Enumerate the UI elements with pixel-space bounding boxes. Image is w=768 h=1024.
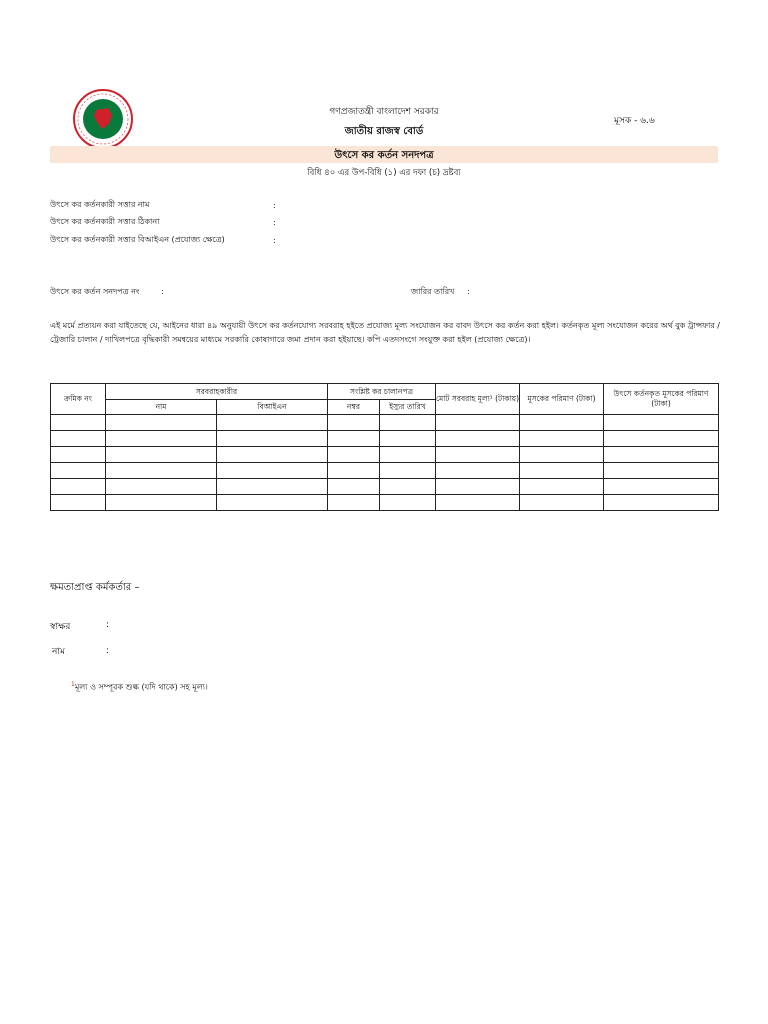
table-cell[interactable] (380, 479, 436, 495)
table-cell[interactable] (328, 415, 380, 431)
table-cell[interactable] (436, 463, 520, 479)
page-subtitle: বিধি ৪০ এর উপ-বিধি (১) এর দফা (চ) দ্রষ্টব্য (307, 168, 461, 178)
table-cell[interactable] (436, 415, 520, 431)
table-cell[interactable] (328, 479, 380, 495)
table-cell[interactable] (520, 447, 604, 463)
table-row (51, 447, 719, 463)
issue-date-colon: : (467, 287, 470, 296)
table-row (51, 495, 719, 511)
table-cell[interactable] (604, 447, 719, 463)
board-heading: জাতীয় রাজস্ব বোর্ড (344, 126, 424, 137)
entity-address-label: উৎসে কর কর্তনকারী সত্তার ঠিকানা (50, 217, 160, 226)
table-cell[interactable] (436, 431, 520, 447)
table-cell[interactable] (328, 463, 380, 479)
table-cell[interactable] (51, 415, 106, 431)
table-cell[interactable] (51, 495, 106, 511)
table-cell[interactable] (217, 415, 328, 431)
table-cell[interactable] (380, 447, 436, 463)
table-header-row (51, 384, 719, 400)
header-supplier-name: নাম (106, 400, 217, 415)
table-cell[interactable] (380, 495, 436, 511)
certificate-number-label: উৎসে কর কর্তন সনদপত্র নং (50, 287, 140, 296)
table-cell[interactable] (106, 447, 217, 463)
table-cell[interactable] (51, 479, 106, 495)
table-cell[interactable] (380, 431, 436, 447)
footnote (71, 681, 208, 695)
table-cell[interactable] (217, 447, 328, 463)
header-supplier: সরবরাহকারীর (106, 384, 328, 400)
table-cell[interactable] (51, 431, 106, 447)
table-cell[interactable] (520, 415, 604, 431)
table-cell[interactable] (604, 415, 719, 431)
table-cell[interactable] (520, 431, 604, 447)
table-cell[interactable] (436, 479, 520, 495)
header-supplier-bin: বিআইএন (217, 400, 328, 415)
footnote-text: মূল্য ও সম্পূরক শুল্ক (যদি থাকে) সহ মূল্য। (74, 682, 208, 692)
table-cell[interactable] (106, 415, 217, 431)
table-cell[interactable] (328, 447, 380, 463)
table-cell[interactable] (217, 479, 328, 495)
table-cell[interactable] (604, 495, 719, 511)
form-number: মূসক - ৬.৬ (614, 116, 655, 126)
entity-bin-colon: : (273, 236, 276, 245)
supply-table (50, 383, 719, 511)
header-serial: ক্রমিক নং (51, 384, 106, 415)
table-cell[interactable] (604, 431, 719, 447)
table-cell[interactable] (604, 479, 719, 495)
table-cell[interactable] (217, 495, 328, 511)
header-invoice-date: ইস্যুর তারিখ (380, 400, 436, 415)
table-cell[interactable] (106, 463, 217, 479)
signature-colon: : (106, 620, 110, 630)
table-cell[interactable] (328, 431, 380, 447)
table-cell[interactable] (520, 495, 604, 511)
issue-date-label: জারির তারিখ (411, 287, 455, 296)
entity-name-label: উৎসে কর কর্তনকারী সত্তার নাম (50, 200, 150, 209)
table-cell[interactable] (380, 415, 436, 431)
authorized-officer-heading: ক্ষমতাপ্রাপ্ত কর্মকর্তার – (50, 582, 140, 593)
page-title: উৎসে কর কর্তন সনদপত্র (334, 150, 434, 161)
table-row (51, 463, 719, 479)
name-label: নাম (52, 647, 65, 657)
table-cell[interactable] (436, 447, 520, 463)
government-heading: গণপ্রজাতন্ত্রী বাংলাদেশ সরকার (329, 107, 439, 117)
table-cell[interactable] (520, 463, 604, 479)
table-cell[interactable] (106, 495, 217, 511)
table-cell[interactable] (380, 463, 436, 479)
header-total-value: মোট সরবরাহ মূল্য¹ (টাকায়) (436, 384, 520, 415)
entity-bin-label: উৎসে কর কর্তনকারী সত্তার বিআইএন (প্রযোজ্য ক্ষেত্রে) (50, 235, 225, 244)
header-invoice: সংশ্লিষ্ট কর চালানপত্র (328, 384, 436, 400)
table-cell[interactable] (436, 495, 520, 511)
declaration-paragraph: এই মর্মে প্রত্যয়ন করা যাইতেছে যে, আইনের ধারা ৪৯ অনুযায়ী উৎসে কর কর্তনযোগ্য সরবরাহ হইতে প্রযোজ্য মূল্য সংযোজন কর বাবদ উৎসে কর কর্তন করা হইল। কর্তনকৃত মূল্য সংযোজন করের অর্থ বুক ট্রান্সফার / ট্রেজারি চালান / দাখিলপত্রে বৃদ্ধিকারী সমন্বয়ের মাধ্যমে সরকারি কোষাগারে জমা প্রদান করা হইয়াছে। কপি এতদসংগে সংযুক্ত করা হইল (প্রযোজ্য ক্ষেত্রে)। (50, 321, 720, 344)
table-cell[interactable] (106, 479, 217, 495)
certificate-number-colon: : (161, 287, 164, 296)
table-cell[interactable] (51, 447, 106, 463)
name-colon: : (106, 646, 110, 656)
entity-address-colon: : (273, 218, 276, 227)
table-cell[interactable] (520, 479, 604, 495)
table-cell[interactable] (604, 463, 719, 479)
header-deducted-vat: উৎসে কর্তনকৃত মূসকের পরিমাণ (টাকা) (604, 384, 719, 415)
table-cell[interactable] (217, 463, 328, 479)
table-row (51, 415, 719, 431)
table-row (51, 479, 719, 495)
signature-label: স্বাক্ষর (50, 622, 71, 632)
table-row (51, 431, 719, 447)
table-cell[interactable] (106, 431, 217, 447)
header-invoice-no: নম্বর (328, 400, 380, 415)
table-cell[interactable] (217, 431, 328, 447)
table-cell[interactable] (328, 495, 380, 511)
table-cell[interactable] (51, 463, 106, 479)
footnote-mark: 1 (71, 681, 75, 688)
entity-name-colon: : (273, 201, 276, 210)
header-vat-amount: মূসকের পরিমাণ (টাকা) (520, 384, 604, 415)
